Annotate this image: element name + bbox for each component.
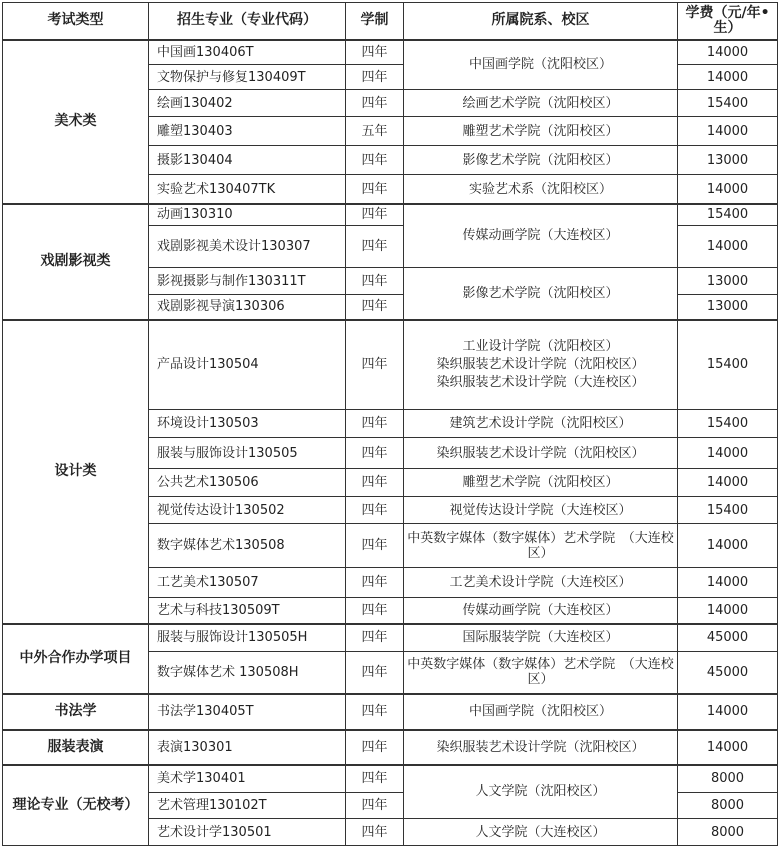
major-cell: 摄影130404 bbox=[149, 146, 346, 175]
fee-cell: 14000 bbox=[678, 469, 778, 497]
major-cell: 公共艺术130506 bbox=[149, 469, 346, 497]
school-line: 染织服装艺术设计学院（沈阳校区） bbox=[436, 356, 645, 372]
fee-cell: 15400 bbox=[678, 320, 778, 410]
duration-cell: 四年 bbox=[346, 730, 404, 765]
table-row bbox=[3, 204, 778, 226]
header-category: 考试类型 bbox=[3, 3, 149, 40]
category-cell: 设计类 bbox=[3, 320, 149, 624]
duration-cell: 四年 bbox=[346, 793, 404, 819]
fee-cell: 13000 bbox=[678, 268, 778, 295]
school-cell: 人文学院（大连校区） bbox=[404, 819, 678, 846]
major-cell: 影视摄影与制作130311T bbox=[149, 268, 346, 295]
header-fee: 学费（元/年•生） bbox=[678, 3, 778, 40]
school-line: 工业设计学院（沈阳校区） bbox=[462, 338, 619, 354]
duration-cell: 四年 bbox=[346, 268, 404, 295]
category-cell: 戏剧影视类 bbox=[3, 204, 149, 320]
school-cell bbox=[404, 320, 678, 410]
duration-cell: 四年 bbox=[346, 765, 404, 793]
table-row bbox=[3, 320, 778, 410]
category-cell: 理论专业（无校考） bbox=[3, 765, 149, 846]
school-cell: 传媒动画学院（大连校区） bbox=[404, 598, 678, 624]
major-cell: 服装与服饰设计130505 bbox=[149, 438, 346, 469]
header-duration: 学制 bbox=[346, 3, 404, 40]
header-row bbox=[3, 3, 778, 40]
school-cell: 中国画学院（沈阳校区） bbox=[404, 694, 678, 730]
fee-cell: 14000 bbox=[678, 226, 778, 268]
table-row bbox=[3, 694, 778, 730]
duration-cell: 四年 bbox=[346, 320, 404, 410]
school-cell: 中英数字媒体（数字媒体）艺术学院 （大连校区） bbox=[404, 524, 678, 568]
school-cell: 绘画艺术学院（沈阳校区） bbox=[404, 90, 678, 117]
duration-cell: 四年 bbox=[346, 438, 404, 469]
major-cell: 绘画130402 bbox=[149, 90, 346, 117]
fee-cell: 14000 bbox=[678, 117, 778, 146]
duration-cell: 四年 bbox=[346, 598, 404, 624]
major-cell: 戏剧影视美术设计130307 bbox=[149, 226, 346, 268]
fee-cell: 13000 bbox=[678, 146, 778, 175]
school-line: 染织服装艺术设计学院（大连校区） bbox=[436, 374, 645, 390]
major-cell: 数字媒体艺术130508 bbox=[149, 524, 346, 568]
school-cell: 国际服装学院（大连校区） bbox=[404, 624, 678, 652]
category-cell: 书法学 bbox=[3, 694, 149, 730]
major-cell: 表演130301 bbox=[149, 730, 346, 765]
major-cell: 实验艺术130407TK bbox=[149, 175, 346, 204]
major-cell: 数字媒体艺术 130508H bbox=[149, 652, 346, 694]
duration-cell: 四年 bbox=[346, 295, 404, 320]
school-cell: 工艺美术设计学院（大连校区） bbox=[404, 568, 678, 598]
major-cell: 中国画130406T bbox=[149, 40, 346, 65]
school-cell: 传媒动画学院（大连校区） bbox=[404, 204, 678, 268]
major-cell: 服装与服饰设计130505H bbox=[149, 624, 346, 652]
fee-cell: 14000 bbox=[678, 568, 778, 598]
fee-cell: 8000 bbox=[678, 819, 778, 846]
school-cell: 视觉传达设计学院（大连校区） bbox=[404, 497, 678, 524]
header-major: 招生专业（专业代码） bbox=[149, 3, 346, 40]
major-cell: 视觉传达设计130502 bbox=[149, 497, 346, 524]
major-cell: 美术学130401 bbox=[149, 765, 346, 793]
duration-cell: 四年 bbox=[346, 568, 404, 598]
school-cell: 雕塑艺术学院（沈阳校区） bbox=[404, 469, 678, 497]
major-cell: 雕塑130403 bbox=[149, 117, 346, 146]
fee-cell: 14000 bbox=[678, 40, 778, 65]
fee-cell: 8000 bbox=[678, 765, 778, 793]
fee-cell: 14000 bbox=[678, 524, 778, 568]
category-cell: 美术类 bbox=[3, 40, 149, 204]
fee-cell: 15400 bbox=[678, 410, 778, 438]
duration-cell: 四年 bbox=[346, 65, 404, 90]
school-cell: 中英数字媒体（数字媒体）艺术学院 （大连校区） bbox=[404, 652, 678, 694]
major-cell: 环境设计130503 bbox=[149, 410, 346, 438]
fee-cell: 14000 bbox=[678, 730, 778, 765]
major-cell: 书法学130405T bbox=[149, 694, 346, 730]
fee-cell: 8000 bbox=[678, 793, 778, 819]
duration-cell: 四年 bbox=[346, 40, 404, 65]
tuition-table bbox=[2, 2, 778, 846]
major-cell: 艺术管理130102T bbox=[149, 793, 346, 819]
fee-cell: 14000 bbox=[678, 65, 778, 90]
table-row bbox=[3, 765, 778, 793]
duration-cell: 四年 bbox=[346, 204, 404, 226]
school-cell: 中国画学院（沈阳校区） bbox=[404, 40, 678, 90]
category-cell: 中外合作办学项目 bbox=[3, 624, 149, 694]
fee-cell: 13000 bbox=[678, 295, 778, 320]
major-cell: 戏剧影视导演130306 bbox=[149, 295, 346, 320]
fee-cell: 14000 bbox=[678, 598, 778, 624]
duration-cell: 四年 bbox=[346, 524, 404, 568]
fee-cell: 14000 bbox=[678, 438, 778, 469]
major-cell: 工艺美术130507 bbox=[149, 568, 346, 598]
duration-cell: 五年 bbox=[346, 117, 404, 146]
major-cell: 动画130310 bbox=[149, 204, 346, 226]
school-cell: 染织服装艺术设计学院（沈阳校区） bbox=[404, 438, 678, 469]
school-cell: 实验艺术系（沈阳校区） bbox=[404, 175, 678, 204]
school-cell: 影像艺术学院（沈阳校区） bbox=[404, 268, 678, 320]
duration-cell: 四年 bbox=[346, 175, 404, 204]
fee-cell: 14000 bbox=[678, 694, 778, 730]
table-row bbox=[3, 40, 778, 65]
duration-cell: 四年 bbox=[346, 226, 404, 268]
fee-cell: 15400 bbox=[678, 497, 778, 524]
school-cell: 建筑艺术设计学院（沈阳校区） bbox=[404, 410, 678, 438]
major-cell: 艺术设计学130501 bbox=[149, 819, 346, 846]
school-cell: 人文学院（沈阳校区） bbox=[404, 765, 678, 819]
duration-cell: 四年 bbox=[346, 624, 404, 652]
fee-cell: 45000 bbox=[678, 652, 778, 694]
table-row bbox=[3, 624, 778, 652]
duration-cell: 四年 bbox=[346, 694, 404, 730]
major-cell: 产品设计130504 bbox=[149, 320, 346, 410]
fee-cell: 15400 bbox=[678, 90, 778, 117]
fee-cell: 15400 bbox=[678, 204, 778, 226]
fee-cell: 14000 bbox=[678, 175, 778, 204]
duration-cell: 四年 bbox=[346, 146, 404, 175]
fee-cell: 45000 bbox=[678, 624, 778, 652]
header-school: 所属院系、校区 bbox=[404, 3, 678, 40]
category-cell: 服装表演 bbox=[3, 730, 149, 765]
duration-cell: 四年 bbox=[346, 819, 404, 846]
duration-cell: 四年 bbox=[346, 90, 404, 117]
duration-cell: 四年 bbox=[346, 652, 404, 694]
duration-cell: 四年 bbox=[346, 497, 404, 524]
table-row bbox=[3, 730, 778, 765]
school-cell: 雕塑艺术学院（沈阳校区） bbox=[404, 117, 678, 146]
major-cell: 艺术与科技130509T bbox=[149, 598, 346, 624]
duration-cell: 四年 bbox=[346, 410, 404, 438]
school-cell: 影像艺术学院（沈阳校区） bbox=[404, 146, 678, 175]
duration-cell: 四年 bbox=[346, 469, 404, 497]
school-cell: 染织服装艺术设计学院（沈阳校区） bbox=[404, 730, 678, 765]
major-cell: 文物保护与修复130409T bbox=[149, 65, 346, 90]
